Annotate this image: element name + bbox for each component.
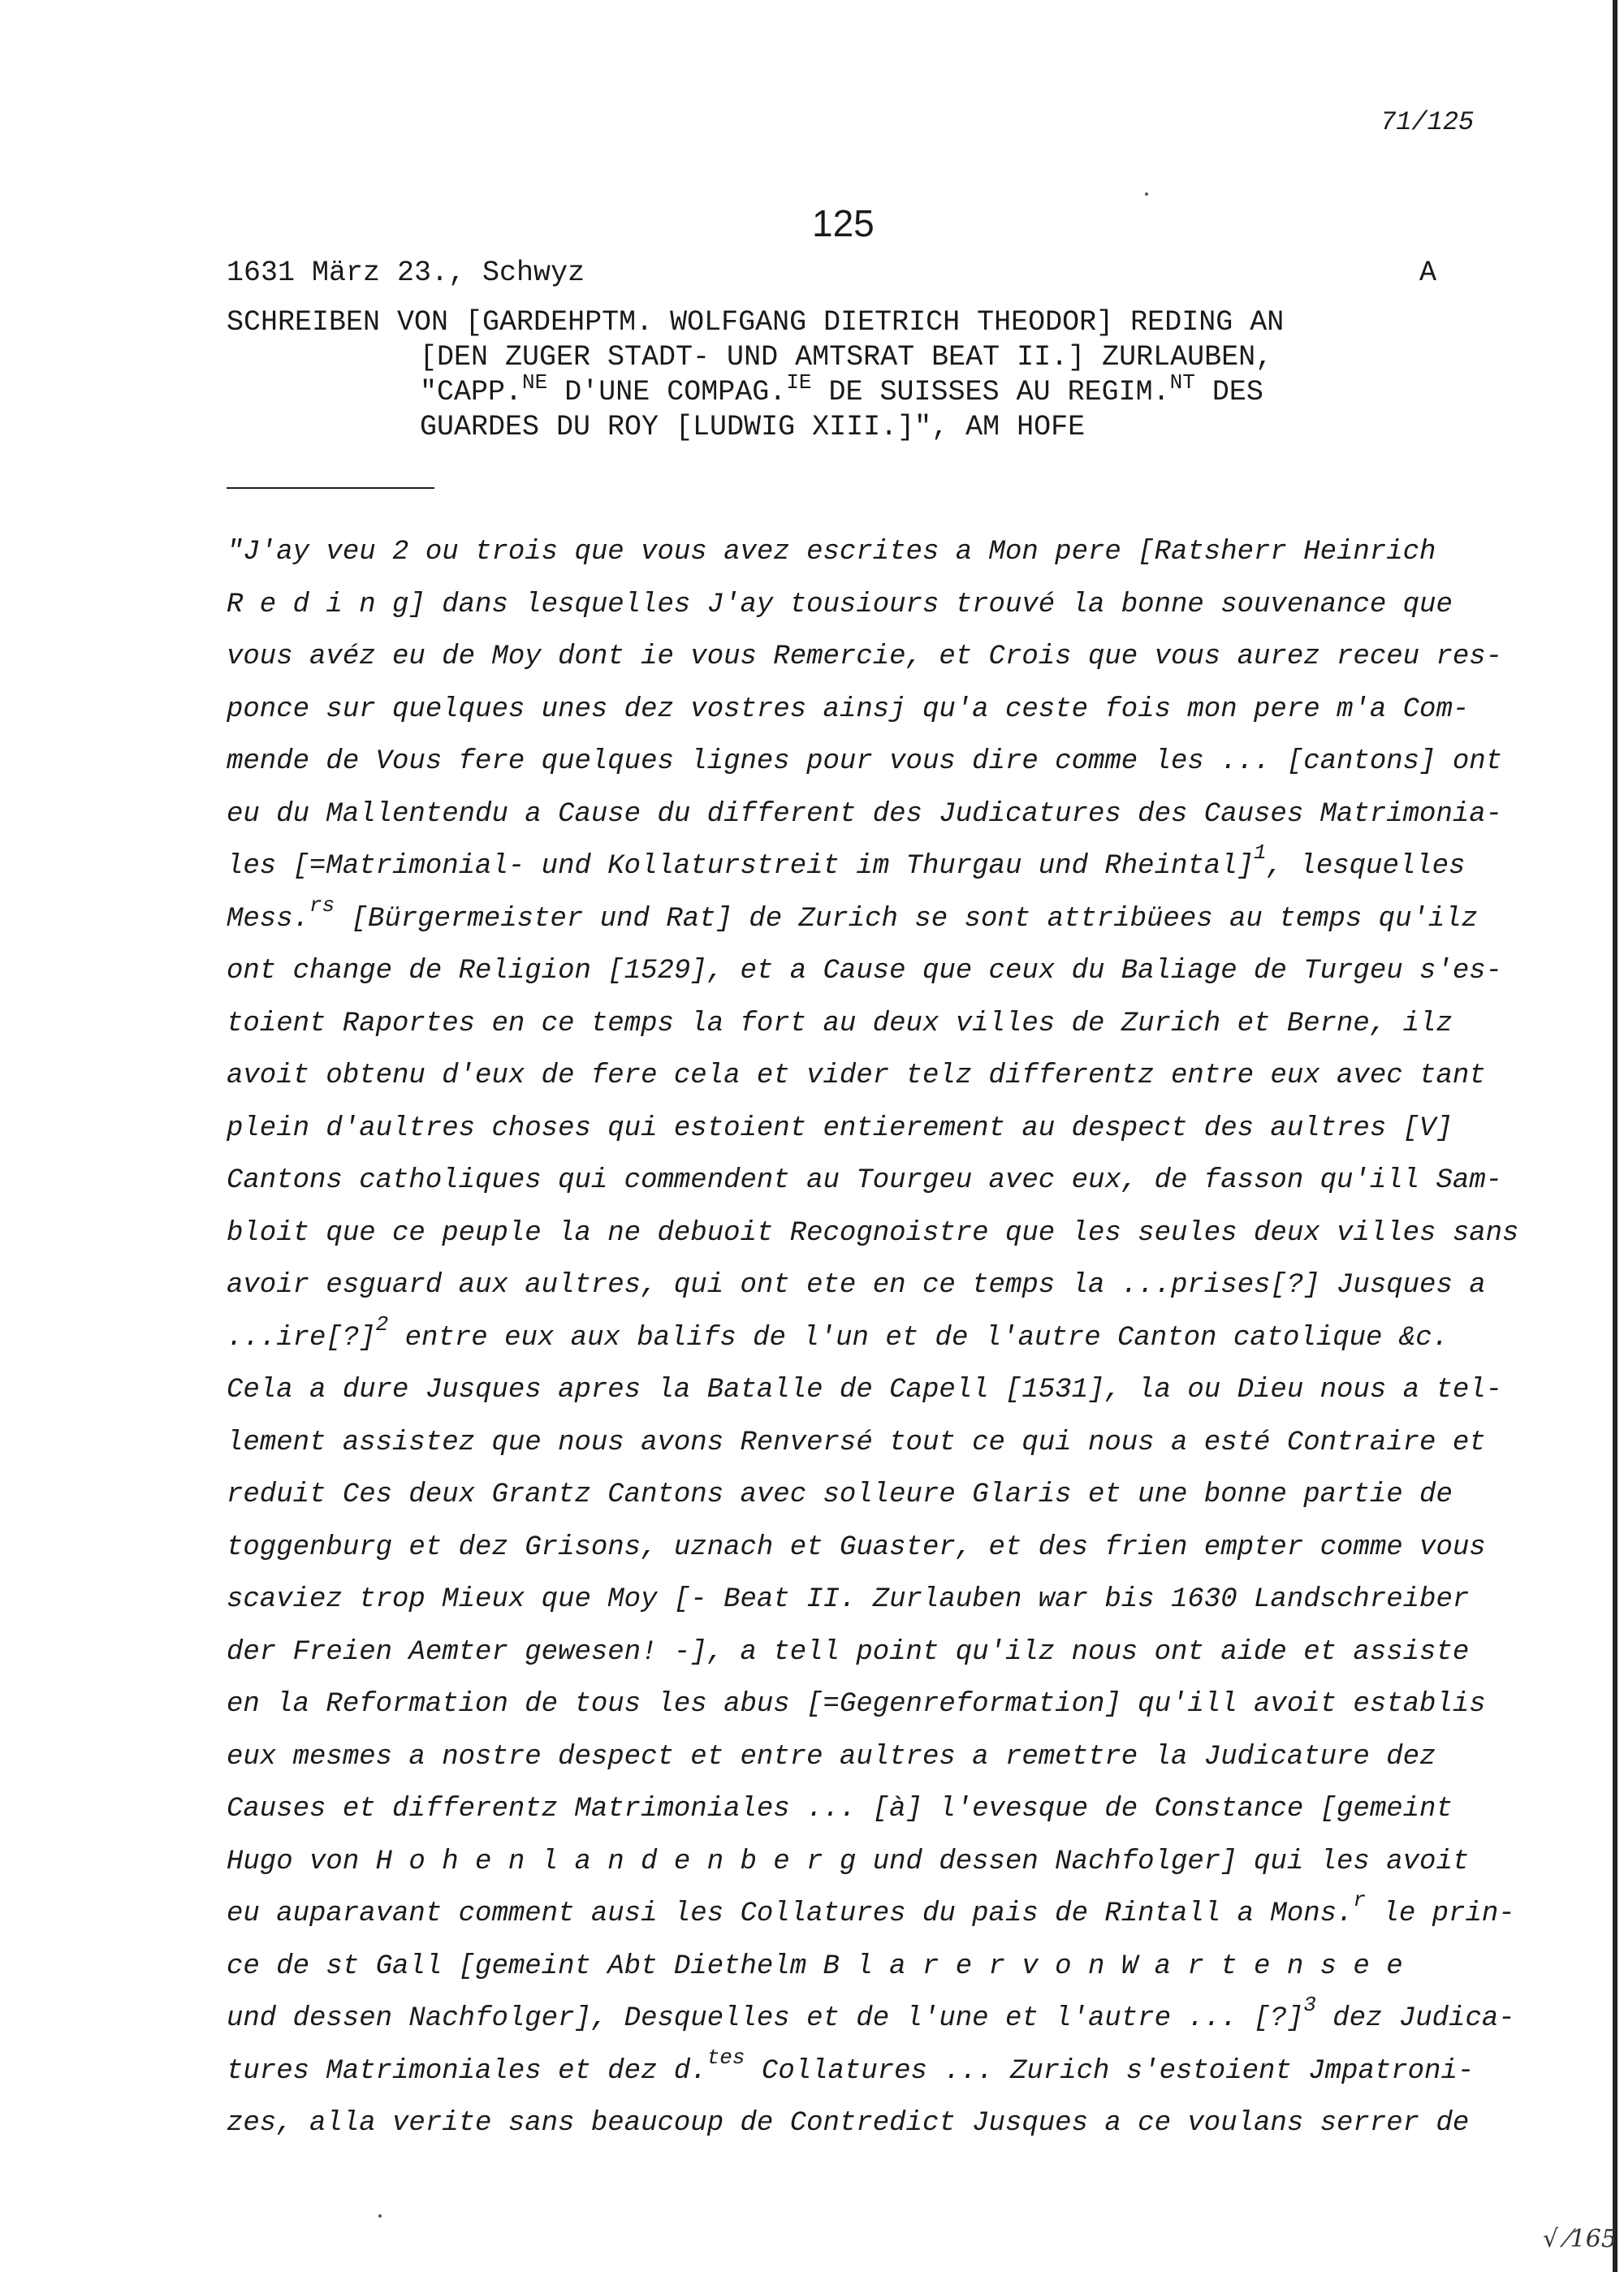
- text-line: Mess.$^{rs}$ [Bürgermeister und Rat] de Zurich se sont attribüees au temps qu'ilz: [227, 892, 1479, 935]
- text-line: plein d'aultres choses qui estoient entierement au despect des aultres [V]: [227, 1112, 1453, 1144]
- page-edge-border: [1613, 0, 1618, 2272]
- handwritten-page-mark: √ ⁄165: [1543, 2225, 1617, 2253]
- footnote-ref: 1: [1254, 840, 1267, 865]
- text-line: bloit que ce peuple la ne debuoit Recognoistre que les seules deux villes sans: [227, 1217, 1519, 1249]
- document-heading: [227, 305, 1284, 445]
- heading-line: GUARDES DU ROY [LUDWIG XIII.]", AM HOFE: [420, 411, 1086, 443]
- text-line: eux mesmes a nostre despect et entre aultres a remettre la Judicature dez: [227, 1741, 1436, 1773]
- heading-line: "CAPP.$^{NE}$ D'UNE COMPAG.$^{IE}$ DE SUISSES AU REGIM.$^{NT}$ DES: [420, 370, 1263, 408]
- letter-transcription: [227, 526, 1518, 2150]
- text-line: Causes et differentz Matrimoniales ... [à] l'evesque de Constance [gemeint: [227, 1794, 1453, 1825]
- text-line: Cela a dure Jusques apres la Batalle de Capell [1531], la ou Dieu nous a tel-: [227, 1375, 1503, 1406]
- text-line: avoir esguard aux aultres, qui ont ete en ce temps la ...prises[?] Jusques a: [227, 1270, 1486, 1301]
- text-line: scaviez trop Mieux que Moy [- Beat II. Zurlauben war bis 1630 Landschreiber: [227, 1584, 1470, 1615]
- text-line: eu auparavant comment ausi les Collatures du pais de Rintall a Mons.$^r$ le prin-: [227, 1888, 1515, 1929]
- separator-rule: [227, 487, 434, 489]
- text-line: avoit obtenu d'eux de fere cela et vider telz differentz entre eux avec tant: [227, 1060, 1486, 1091]
- text-line: en la Reformation de tous les abus [=Gegenreformation] qu'ill avoit establis: [227, 1689, 1486, 1720]
- text-line: ce de st Gall [gemeint Abt Diethelm B l a r e r v o n W a r t e n s e e: [227, 1950, 1403, 1982]
- text-line: der Freien Aemter gewesen! -], a tell point qu'ilz nous ont aide et assiste: [227, 1636, 1470, 1668]
- text-line: toient Raportes en ce temps la fort au deux villes de Zurich et Berne, ilz: [227, 1008, 1453, 1039]
- text-line: eu du Mallentendu a Cause du different des Judicatures des Causes Matrimonia-: [227, 798, 1503, 830]
- text-line: Hugo von H o h e n l a n d e n b e r g und dessen Nachfolger] qui les avoit: [227, 1846, 1470, 1877]
- text-line: vous avéz eu de Moy dont ie vous Remercie, et Crois que vous aurez receu res-: [227, 641, 1503, 672]
- text-line: ...ire[?]$^2$ entre eux aux balifs de l'un et de l'autre Canton catolique &c.: [227, 1311, 1449, 1354]
- text-line: und dessen Nachfolger], Desquelles et de l'une et l'autre ... [?]$^3$ dez Judica-: [227, 1993, 1515, 2034]
- text-line: reduit Ces deux Grantz Cantons avec solleure Glaris et une bonne partie de: [227, 1479, 1453, 1510]
- text-line: mende de Vous fere quelques lignes pour vous dire comme les ... [cantons] ont: [227, 746, 1503, 777]
- text-line: lement assistez que nous avons Renversé tout ce qui nous a esté Contraire et: [227, 1427, 1486, 1458]
- dateline: 1631 März 23., Schwyz: [227, 257, 585, 289]
- text-line: les [=Matrimonial- und Kollaturstreit im Thurgau und Rheintal]$^1$, lesquelles: [227, 840, 1466, 882]
- text-line: ont change de Religion [1529], et a Cause que ceux du Baliage de Turgeu s'es-: [227, 956, 1503, 987]
- text-line: "J'ay veu 2 ou trois que vous avez escrites a Mon pere [Ratsherr Heinrich: [227, 537, 1436, 568]
- folio-number: 71/125: [1380, 107, 1475, 137]
- text-line: zes, alla verite sans beaucoup de Contredict Jusques a ce voulans serrer de: [227, 2108, 1470, 2139]
- footnote-ref: 2: [375, 1311, 389, 1337]
- series-letter: A: [1419, 257, 1437, 289]
- heading-line: SCHREIBEN VON [GARDEHPTM. WOLFGANG DIETRICH THEODOR] REDING AN: [227, 306, 1285, 339]
- scan-speck: [378, 2214, 382, 2218]
- text-line: R e d i n g] dans lesquelles J'ay tousiours trouvé la bonne souvenance que: [227, 589, 1453, 620]
- footnote-ref: 3: [1303, 1993, 1316, 2017]
- text-line: ponce sur quelques unes dez vostres ainsj qu'a ceste fois mon pere m'a Com-: [227, 693, 1470, 725]
- heading-line: [DEN ZUGER STADT- UND AMTSRAT BEAT II.] ZURLAUBEN,: [420, 341, 1273, 374]
- text-line: tures Matrimoniales et dez d.$^{tes}$ Collatures ... Zurich s'estoient Jmpatroni-: [227, 2045, 1475, 2087]
- scan-speck: [1145, 192, 1148, 196]
- text-line: toggenburg et dez Grisons, uznach et Guaster, et des frien empter comme vous: [227, 1531, 1486, 1563]
- document-number: 125: [812, 202, 875, 244]
- text-line: Cantons catholiques qui commendent au Tourgeu avec eux, de fasson qu'ill Sam-: [227, 1165, 1503, 1196]
